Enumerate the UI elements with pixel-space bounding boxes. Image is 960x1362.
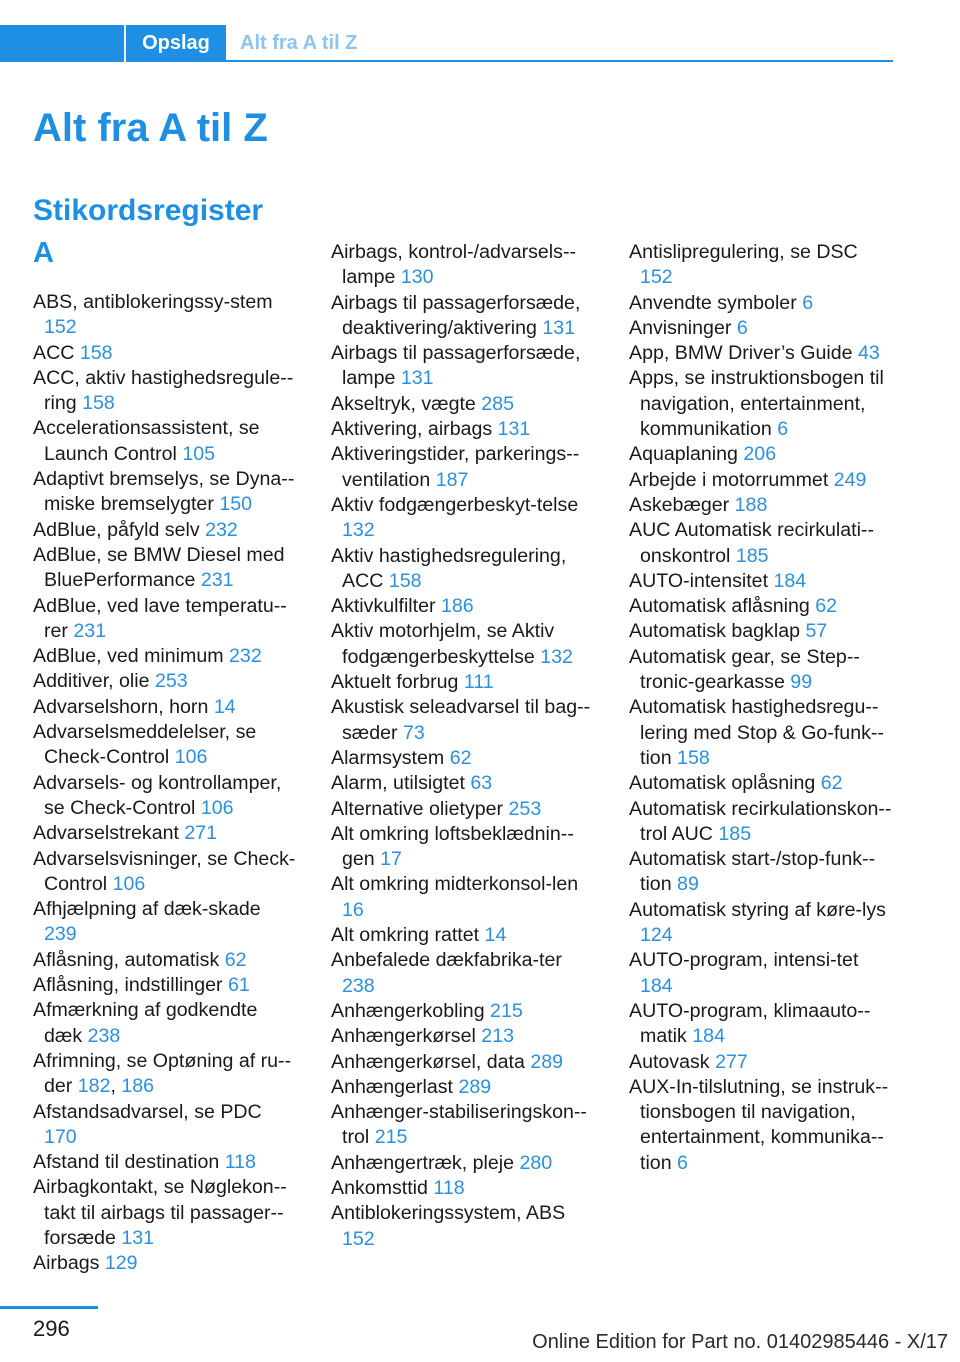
index-entry [331, 417, 595, 442]
index-entry-label: Anvendte symboler [629, 291, 797, 314]
index-entry-label: Alarmsystem [331, 746, 445, 769]
page-reference-link[interactable]: 271 [184, 822, 218, 845]
index-entry [331, 240, 595, 291]
index-entry [629, 569, 893, 594]
page-reference-link[interactable]: 152 [44, 316, 77, 339]
index-entry [33, 695, 297, 720]
index-entry-label: Antiblokeringssystem, ABS [331, 1202, 566, 1225]
page-reference-link[interactable]: 62 [224, 948, 247, 971]
index-entry [33, 366, 297, 417]
index-entry [629, 468, 893, 493]
page-reference-link[interactable]: 62 [815, 595, 838, 618]
index-entry [629, 1050, 893, 1075]
index-entry [33, 998, 297, 1049]
index-entry [629, 847, 893, 898]
index-entry [629, 493, 893, 518]
page-reference-link[interactable]: 129 [104, 1252, 138, 1275]
index-entry [629, 291, 893, 316]
index-entry [33, 1100, 297, 1151]
page-reference-link[interactable]: 152 [640, 266, 673, 289]
page-number: 296 [33, 1316, 70, 1341]
index-entry-label: Advarselshorn, horn [33, 695, 209, 718]
index-entry-label: Aquaplaning [629, 443, 738, 466]
index-entry [629, 316, 893, 341]
index-entry [331, 746, 595, 771]
index-entry-label: Aktivkulfilter [331, 595, 436, 618]
index-entry [331, 291, 595, 342]
page-reference-link[interactable]: 105 [182, 442, 216, 465]
page-reference-link[interactable]: 130 [400, 266, 434, 289]
index-entry-label: Aktiveringstider, parkerings-ventilation [331, 443, 580, 491]
index-entry [33, 669, 297, 694]
index-entry [629, 1075, 893, 1176]
index-entry [33, 518, 297, 543]
index-entry-label: Afrimning, se Optøning af ru-der [33, 1049, 292, 1098]
index-entry [629, 518, 893, 569]
page-reference-link[interactable]: 170 [44, 1125, 77, 1148]
index-entry [331, 923, 595, 948]
index-entry-label: AUX-In-tilslutning, se instruk-tionsbogen til navigation, entertainment, kommunika-tion [629, 1075, 889, 1174]
index-entry-label: Automatisk recirkulationskon-trol AUC [629, 797, 892, 845]
page-reference-link[interactable]: 213 [481, 1025, 514, 1048]
index-entry-label: Akseltryk, vægte [331, 392, 476, 415]
page-reference-link[interactable]: 106 [174, 746, 208, 769]
index-entry-label: Airbags til passagerforsæde, deaktivering/aktivering [331, 291, 581, 339]
page-reference-link[interactable]: 132 [540, 645, 573, 668]
page-reference-link[interactable]: 17 [380, 848, 402, 871]
index-entry-label: Advarsels- og kontrollamper, se Check-Control [33, 771, 282, 819]
page-reference-link[interactable]: 249 [833, 468, 867, 491]
page-reference-link[interactable]: 238 [342, 974, 375, 997]
index-entry [629, 442, 893, 467]
page-reference-link[interactable]: 215 [374, 1126, 408, 1149]
index-entry [331, 1176, 595, 1201]
index-entry-label: Alt omkring rattet [331, 924, 480, 947]
index-entry [33, 1150, 297, 1175]
index-entry [629, 645, 893, 696]
page-reference-link[interactable]: 6 [677, 1151, 688, 1174]
index-entry [331, 948, 595, 999]
index-entry [33, 594, 297, 645]
index-entry [331, 1024, 595, 1049]
index-entry [33, 644, 297, 669]
page-reference-link[interactable]: 289 [458, 1075, 492, 1098]
index-entry-label: AUC Automatisk recirkulati-onskontrol [629, 519, 874, 567]
index-entry-label: Additiver, olie [33, 670, 150, 693]
index-entry [331, 797, 595, 822]
page-reference-link[interactable]: 185 [735, 544, 769, 567]
page-reference-link[interactable]: 185 [718, 822, 752, 845]
index-entry-label: AdBlue, ved lave temperatu-rer [33, 594, 287, 642]
index-entry-label: AUTO-program, intensi-tet [629, 949, 859, 972]
page-reference-link[interactable]: 131 [121, 1226, 155, 1249]
page-reference-link[interactable]: 131 [542, 316, 576, 339]
index-entry-label: Antislipregulering, se DSC [629, 241, 858, 263]
index-column-3 [629, 240, 893, 1176]
index-entry-label: Aktivering, airbags [331, 418, 493, 441]
index-entry: Afrimning, se Optøning af ru-der 182, 186 [33, 1049, 292, 1098]
index-entry-label: Afstand til destination [33, 1151, 220, 1174]
index-entry [331, 1075, 595, 1100]
index-entry-label: Anhængerkørsel [331, 1025, 476, 1048]
page-reference-link[interactable]: 124 [640, 924, 673, 947]
index-entry [629, 594, 893, 619]
index-entry [331, 1201, 595, 1252]
index-entry-label: Afstandsadvarsel, se PDC [33, 1100, 262, 1123]
index-entry [331, 670, 595, 695]
index-entry-label: Advarselstrekant [33, 822, 179, 845]
page-reference-link[interactable]: 186 [121, 1075, 155, 1098]
index-entry-label: Alarm, utilsigtet [331, 772, 465, 795]
index-entry [629, 366, 893, 442]
page-reference-link[interactable]: 239 [44, 923, 77, 946]
index-entry [629, 999, 893, 1050]
index-entry-label: App, BMW Driver’s Guide [629, 342, 853, 365]
page-reference-link[interactable]: 184 [640, 974, 673, 997]
index-entry [331, 619, 595, 670]
page-reference-link[interactable]: 132 [342, 519, 375, 542]
index-entry [33, 897, 297, 948]
index-entry-label: Askebæger [629, 493, 730, 516]
index-entry [629, 771, 893, 796]
index-entry-label: Airbagkontakt, se Nøglekon-takt til airbags til passager-forsæde [33, 1176, 287, 1249]
index-entry-label: Anvisninger [629, 316, 732, 339]
page-reference-link[interactable]: 106 [200, 796, 234, 819]
page-reference-link[interactable]: 6 [736, 316, 748, 339]
page-reference-link[interactable]: 158 [677, 746, 710, 769]
page-reference-link[interactable]: 280 [519, 1151, 553, 1174]
index-entry [33, 847, 297, 898]
index-entry-label: Afhjælpning af dæk-skade [33, 898, 261, 921]
index-entry-label: Alt omkring loftsbeklædnin-gen [331, 822, 574, 871]
index-entry-label: Anhængertræk, pleje [331, 1151, 514, 1174]
index-entry [331, 594, 595, 619]
index-entry-label: Aktuelt forbrug [331, 671, 459, 694]
index-entry [629, 948, 893, 999]
index-entry-label: Aktiv fodgængerbeskyt-telse [331, 493, 579, 516]
page-reference-link[interactable]: 186 [440, 595, 474, 618]
page-reference-link[interactable]: 106 [112, 872, 146, 895]
page-reference-link[interactable]: 187 [435, 468, 469, 491]
index-entry [331, 544, 595, 595]
index-entry-label: AdBlue, ved minimum [33, 645, 224, 668]
page-reference-link[interactable]: 188 [734, 493, 768, 516]
index-entry [331, 999, 595, 1024]
index-entry-label: Adaptivt bremselys, se Dyna-miske bremselygter [33, 468, 295, 516]
index-entry-label: Alternative olietyper [331, 797, 504, 820]
page-reference-link[interactable]: 14 [213, 695, 236, 718]
index-entry-label: Anhænger-stabiliseringskon-trol [331, 1101, 587, 1149]
tab-alt-fra-a-til-z[interactable]: Alt fra A til Z [240, 32, 358, 54]
page-reference-link[interactable]: 289 [530, 1050, 564, 1073]
page-reference-link[interactable]: 253 [508, 797, 542, 820]
index-entry [629, 619, 893, 644]
page-reference-link[interactable]: 285 [481, 392, 514, 415]
index-entry [33, 821, 297, 846]
index-entry [33, 543, 297, 594]
page-reference-link[interactable]: 206 [743, 443, 777, 466]
page-title: Alt fra A til Z [33, 106, 268, 150]
index-entry-label: Aktiv hastighedsregulering, ACC [331, 544, 567, 592]
header-bar [0, 25, 893, 62]
index-entry-label: Automatisk aflåsning [629, 595, 810, 618]
header-color-block [0, 25, 124, 62]
page-reference-link[interactable]: 118 [224, 1151, 256, 1174]
page-reference-link[interactable]: 61 [227, 974, 250, 997]
index-entry [33, 341, 297, 366]
index-entry-label: Akustisk seleadvarsel til bag-sæder [331, 696, 591, 744]
index-entry-label: AUTO-intensitet [629, 569, 769, 592]
index-entry [331, 493, 595, 544]
index-entry-label: Anhængerkørsel, data [331, 1050, 525, 1073]
page-reference-link[interactable]: 232 [205, 518, 238, 541]
page-reference-link[interactable]: 184 [692, 1025, 725, 1048]
page-reference-link[interactable]: 152 [342, 1227, 375, 1250]
index-entry [33, 948, 297, 973]
page-reference-link[interactable]: 231 [200, 569, 234, 592]
index-entry [33, 290, 297, 341]
index-entry-label: Advarselsvisninger, se Check-Control [33, 847, 296, 895]
index-entry-label: Arbejde i motorrummet [629, 468, 829, 491]
index-entry [629, 240, 893, 291]
index-entry-label: Automatisk start-/stop-funk-tion [629, 848, 876, 896]
index-entry [629, 898, 893, 949]
index-column-2 [331, 240, 595, 1252]
page-reference-link[interactable]: 238 [87, 1024, 121, 1047]
page-reference-link[interactable]: 215 [490, 999, 523, 1022]
letter-heading: A [33, 237, 54, 269]
index-entry [33, 1175, 297, 1251]
index-entry-label: Apps, se instruktionsbogen til navigation, entertainment, kommunikation [629, 367, 884, 441]
index-entry [331, 771, 595, 796]
index-entry-label: Airbags [33, 1252, 100, 1275]
page-reference-link[interactable]: 131 [400, 367, 434, 390]
page-reference-link[interactable]: 6 [802, 291, 814, 314]
page-reference-link[interactable]: 118 [433, 1176, 465, 1199]
index-entry-label: Ankomsttid [331, 1176, 428, 1199]
index-entry-label: Airbags til passagerforsæde, lampe [331, 342, 581, 390]
index-entry-label: ABS, antiblokeringssy-stem [33, 291, 273, 313]
index-entry-label: Aflåsning, indstillinger [33, 974, 223, 997]
index-entry-label: ACC, aktiv hastighedsregule-ring [33, 366, 294, 415]
index-entry [629, 695, 893, 771]
page-reference-link[interactable]: 6 [777, 418, 789, 441]
page-reference-link[interactable]: 63 [470, 772, 493, 795]
section-title: Stikordsregister [33, 194, 264, 227]
page-reference-link[interactable]: 158 [388, 569, 422, 592]
index-entry-label: AUTO-program, klimaauto-matik [629, 999, 871, 1048]
index-entry-label: Anhængerlast [331, 1075, 453, 1098]
index-entry [33, 467, 297, 518]
index-entry-label: Aflåsning, automatisk [33, 948, 220, 971]
index-entry-label: Anhængerkobling [331, 999, 485, 1022]
index-entry-label: Automatisk gear, se Step-tronic-gearkasse [629, 645, 860, 694]
page-reference-link[interactable]: 89 [677, 873, 699, 896]
index-entry-label: Automatisk hastighedsregu-lering med Stop & Go-funk-tion [629, 696, 884, 769]
page-reference-link[interactable]: 73 [403, 721, 425, 744]
page-reference-link[interactable]: 253 [155, 670, 188, 693]
index-entry [33, 1251, 297, 1276]
page-reference-link[interactable]: 111 [463, 671, 494, 694]
index-entry [331, 1100, 595, 1151]
page-reference-link[interactable]: 43 [858, 342, 880, 365]
index-entry-label: Autovask [629, 1050, 710, 1073]
index-entry-label: AdBlue, påfyld selv [33, 518, 200, 541]
index-entry [33, 720, 297, 771]
page-reference-link[interactable]: 158 [79, 341, 113, 364]
header-divider [224, 60, 893, 62]
index-entry [33, 416, 297, 467]
index-entry [33, 771, 297, 822]
page-reference-link[interactable]: 150 [219, 493, 253, 516]
index-entry-label: Afmærkning af godkendte dæk [33, 999, 258, 1047]
index-entry-label: Automatisk styring af køre-lys [629, 898, 886, 921]
index-column-1 [33, 290, 297, 1277]
index-entry [629, 797, 893, 848]
page-reference-link[interactable]: 131 [497, 418, 531, 441]
index-entry [33, 973, 297, 998]
edition-note: Online Edition for Part no. 01402985446 - X/17 [532, 1331, 948, 1353]
index-entry-label: Automatisk oplåsning [629, 772, 816, 795]
page-reference-link[interactable]: 231 [73, 619, 107, 642]
index-entry [331, 872, 595, 923]
index-entry [331, 1050, 595, 1075]
page-reference-link[interactable]: 99 [790, 671, 813, 694]
index-entry [331, 822, 595, 873]
index-entry [629, 341, 893, 366]
page-reference-link[interactable]: 62 [820, 772, 843, 795]
tab-opslag[interactable]: Opslag [124, 25, 226, 62]
page-reference-link[interactable]: 57 [805, 620, 828, 643]
footer-divider [0, 1306, 98, 1309]
page-reference-link[interactable]: 277 [715, 1050, 748, 1073]
index-entry-label: ACC [33, 341, 75, 364]
index-entry-label: Alt omkring midterkonsol-len [331, 873, 579, 896]
page-reference-link[interactable]: 14 [484, 924, 507, 947]
page-reference-link[interactable]: 182 [77, 1075, 111, 1098]
page-reference-link[interactable]: 184 [773, 569, 807, 592]
index-entry-label: Accelerationsassistent, se Launch Control [33, 417, 260, 465]
page-reference-link[interactable]: 158 [82, 392, 115, 415]
index-entry-label: Anbefalede dækfabrika-ter [331, 949, 562, 972]
index-entry [331, 392, 595, 417]
index-entry-label: Airbags, kontrol-/advarsels-lampe [331, 241, 577, 289]
index-entry-label: Automatisk bagklap [629, 620, 800, 643]
index-entry [331, 442, 595, 493]
index-entry-label: AdBlue, se BMW Diesel med BluePerformance [33, 543, 285, 592]
index-entry [331, 695, 595, 746]
index-entry [331, 1151, 595, 1176]
page-reference-link[interactable]: 62 [449, 746, 472, 769]
index-entry-label: Aktiv motorhjelm, se Aktiv fodgængerbeskyttelse [331, 620, 555, 668]
page-reference-link[interactable]: 16 [342, 898, 364, 921]
index-entry [331, 341, 595, 392]
index-entry-label: Advarselsmeddelelser, se Check-Control [33, 721, 257, 769]
page-reference-link[interactable]: 232 [229, 645, 262, 668]
